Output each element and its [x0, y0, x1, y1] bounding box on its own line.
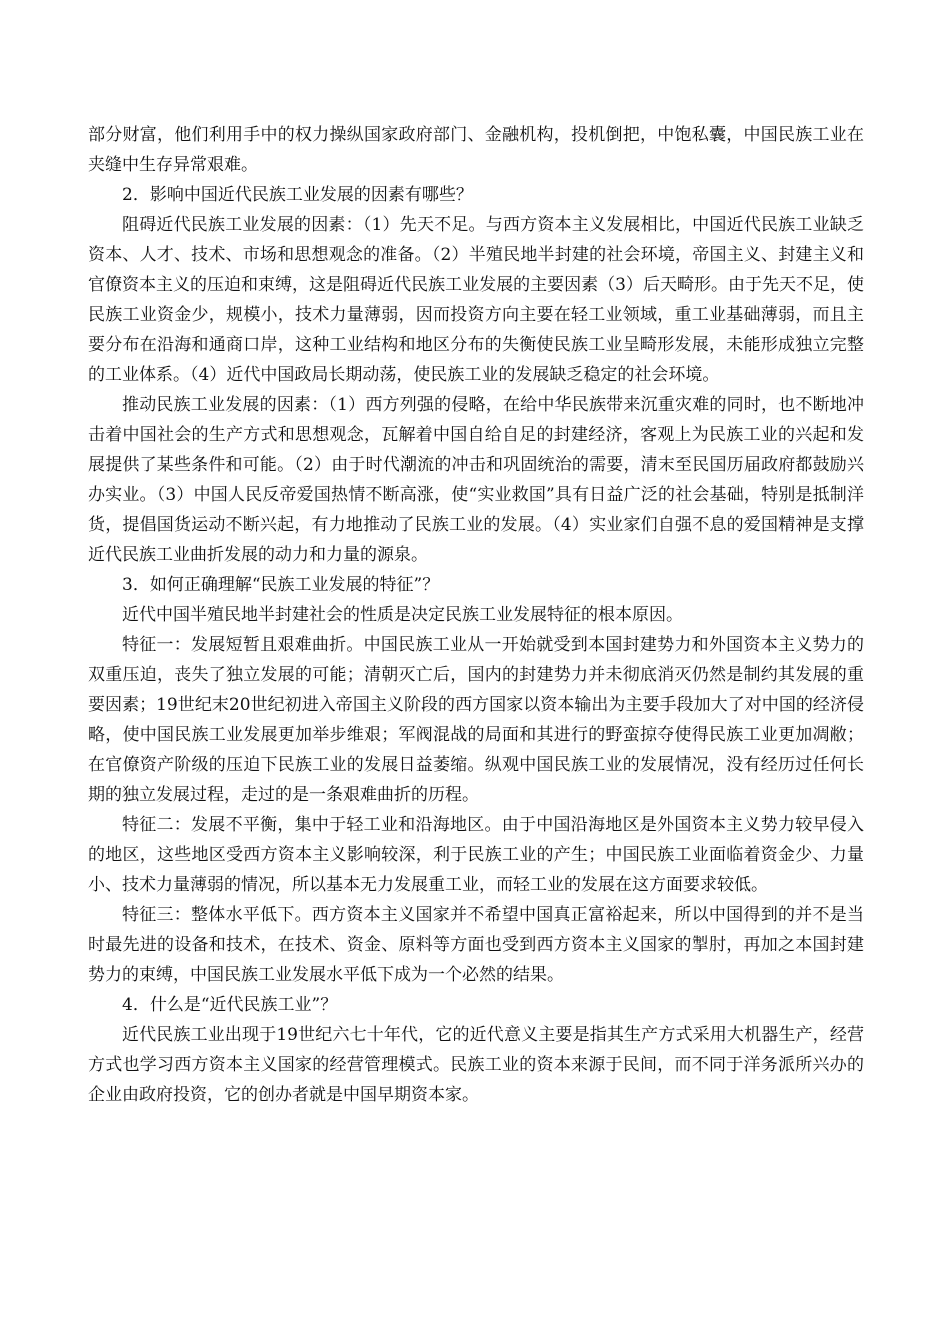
question-3-heading: 3．如何正确理解“民族工业发展的特征”？: [122, 575, 440, 595]
question-2-heading: 2．影响中国近代民族工业发展的因素有哪些？: [122, 185, 473, 205]
paragraph-feature-three: 特征三：整体水平低下。西方资本主义国家并不希望中国真正富裕起来，所以中国得到的并不是当时最先进的设备和技术，在技术、资金、原料等方面也受到西方资本主义国家的掣肘，再加之本国封建势力的束缚，中国民族工业发展水平低下成为一个必然的结果。: [88, 905, 864, 985]
document-page: [88, 120, 864, 1110]
paragraph-feature-two: 特征二：发展不平衡，集中于轻工业和沿海地区。由于中国沿海地区是外国资本主义势力较早侵入的地区，这些地区受西方资本主义影响较深，利于民族工业的产生；中国民族工业面临着资金少、力量小、技术力量薄弱的情况，所以基本无力发展重工业，而轻工业的发展在这方面要求较低。: [88, 815, 864, 895]
paragraph-promoting-factors: 推动民族工业发展的因素：（1）西方列强的侵略，在给中华民族带来沉重灾难的同时，也不断地冲击着中国社会的生产方式和思想观念，瓦解着中国自给自足的封建经济，客观上为民族工业的兴起和发展提供了某些条件和可能。（2）由于时代潮流的冲击和巩固统治的需要，清末至民国历届政府都鼓励兴办实业。（3）中国人民反帝爱国热情不断高涨，使“实业救国”具有日益广泛的社会基础，特别是抵制洋货，提倡国货运动不断兴起，有力地推动了民族工业的发展。（4）实业家们自强不息的爱国精神是支撑近代民族工业曲折发展的动力和力量的源泉。: [88, 395, 864, 565]
question-4-heading: 4．什么是“近代民族工业”？: [122, 995, 338, 1015]
paragraph-continuation: 部分财富，他们利用手中的权力操纵国家政府部门、金融机构，投机倒把，中饱私囊，中国民族工业在夹缝中生存异常艰难。: [88, 125, 864, 175]
paragraph-feature-one: 特征一：发展短暂且艰难曲折。中国民族工业从一开始就受到本国封建势力和外国资本主义势力的双重压迫，丧失了独立发展的可能；清朝灭亡后，国内的封建势力并未彻底消灭仍然是制约其发展的重要因素；19世纪末20世纪初进入帝国主义阶段的西方国家以资本输出为主要手段加大了对中国的经济侵略，使中国民族工业发展更加举步维艰；军阀混战的局面和其进行的野蛮掠夺使得民族工业更加凋敝；在官僚资产阶级的压迫下民族工业的发展日益萎缩。纵观中国民族工业的发展情况，没有经历过任何长期的独立发展过程，走过的是一条艰难曲折的历程。: [88, 635, 864, 805]
paragraph-hindering-factors: 阻碍近代民族工业发展的因素：（1）先天不足。与西方资本主义发展相比，中国近代民族工业缺乏资本、人才、技术、市场和思想观念的准备。（2）半殖民地半封建的社会环境，帝国主义、封建主义和官僚资本主义的压迫和束缚，这是阻碍近代民族工业发展的主要因素（3）后天畸形。由于先天不足，使民族工业资金少，规模小，技术力量薄弱，因而投资方向主要在轻工业领域，重工业基础薄弱，而且主要分布在沿海和通商口岸，这种工业结构和地区分布的失衡使民族工业呈畸形发展，未能形成独立完整的工业体系。（4）近代中国政局长期动荡，使民族工业的发展缺乏稳定的社会环境。: [88, 215, 864, 385]
paragraph-root-cause: 近代中国半殖民地半封建社会的性质是决定民族工业发展特征的根本原因。: [122, 605, 683, 625]
paragraph-definition: 近代民族工业出现于19世纪六七十年代，它的近代意义主要是指其生产方式采用大机器生产，经营方式也学习西方资本主义国家的经营管理模式。民族工业的资本来源于民间，而不同于洋务派所兴办的企业由政府投资，它的创办者就是中国早期资本家。: [88, 1025, 864, 1105]
